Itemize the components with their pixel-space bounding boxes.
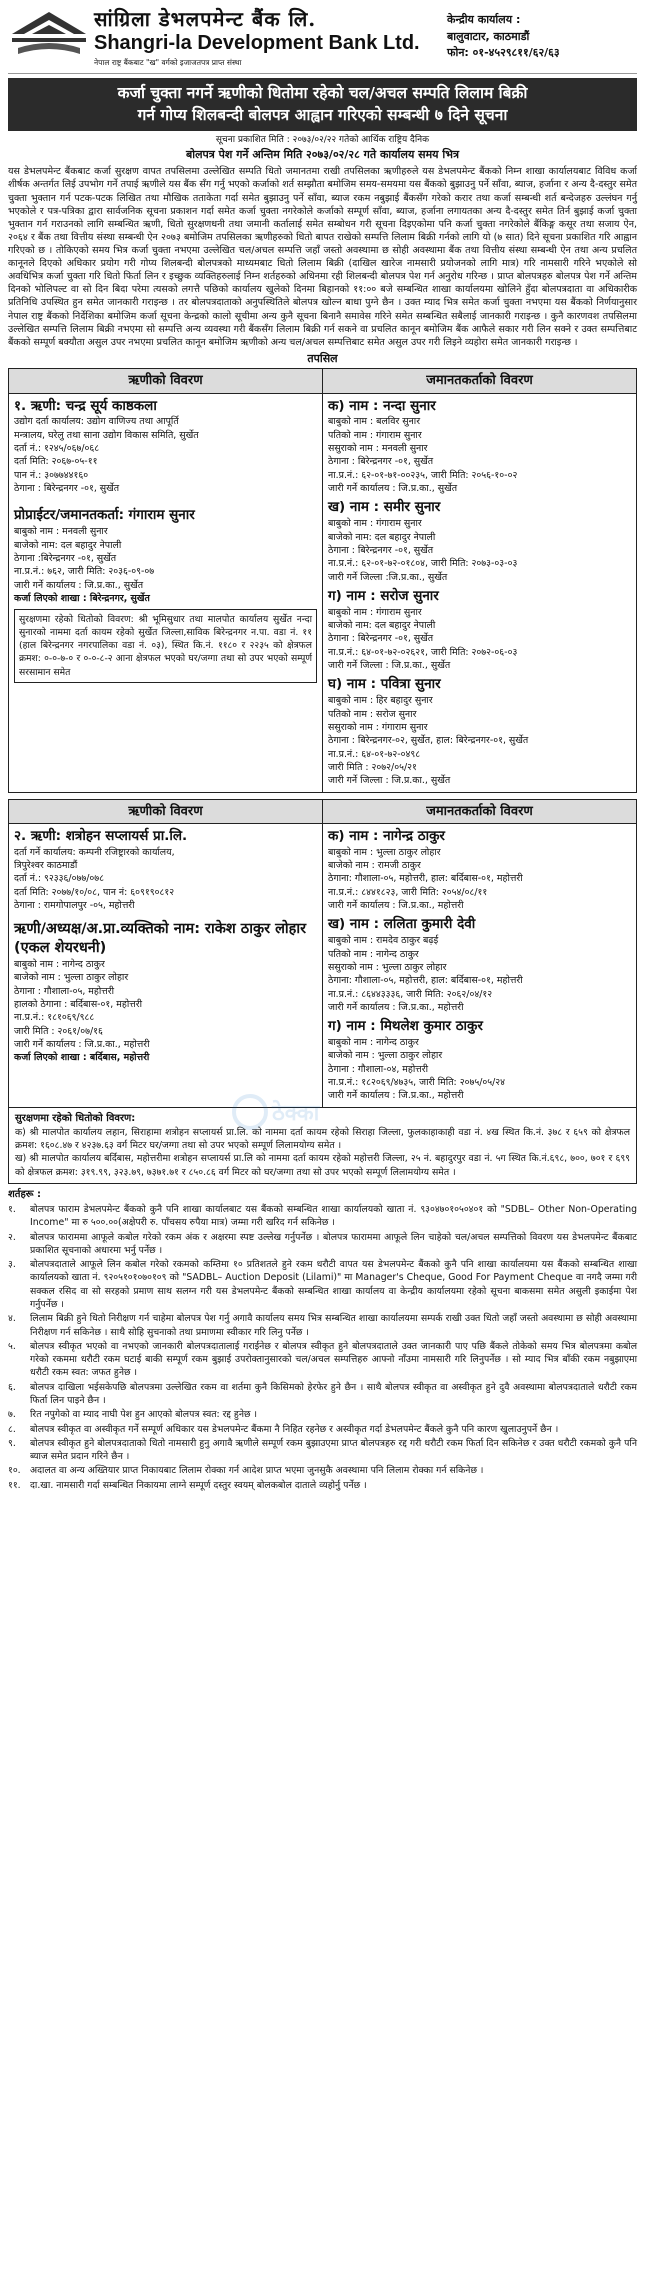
guarantor-title: क) नाम : नागेन्द्र ठाकुर [328,827,445,844]
borrower-2-line: ठेगाना : रामगोपालपुर -०५, महोत्तरी [14,900,135,912]
table-1-guarantor-header: जमानतकर्ताको विवरण [322,369,636,392]
guarantor-line: जारी गर्ने कार्यालय : जि.प्र.का., महोत्तरी [328,1001,464,1013]
term-number: ९. [8,1437,16,1449]
guarantor-line: बाबुको नाम : भुल्ला ठाकुर लोहार [328,846,441,858]
guarantor-line: ससुराको नाम : मनवली सुनार [328,443,428,455]
borrower-2-line: त्रिपुरेश्वर काठमाडौं [14,860,78,871]
guarantor-line: ना.प्र.नं.: १८२०६९/४७३५, जारी मिति: २०७५/०५/२४ [328,1077,506,1089]
term-number: ५. [8,1340,16,1352]
term-item [8,1423,637,1436]
guarantor-title: ख) नाम : समीर सुनार [328,499,441,516]
table-1-borrower-header: ऋणीको विवरण [128,373,203,389]
guarantor-line: बाजेको नाम : रामजी ठाकुर [328,860,421,871]
guarantor-line: जारी गर्ने कार्यालय : जि.प्र.का., महोत्तरी [328,900,464,912]
table-2-guarantor-header: जमानतकर्ताको विवरण [322,800,636,823]
table-2-borrower-column [9,824,322,1107]
guarantor-line: बाबुको नाम : बलविर सुनार [328,416,421,428]
bank-logo-icon [8,8,90,60]
guarantor-title: ग) नाम : मिथलेश कुमार ठाकुर [328,1018,483,1035]
term-item [8,1408,637,1421]
guarantor-line: बाबुको नाम : नागेन्द ठाकुर [328,1037,419,1049]
table-2-borrower-header: ऋणीको विवरण [128,803,203,819]
guarantor-title: क) नाम : नन्दा सुनार [328,397,436,414]
guarantor-line: जारी गर्ने कार्यालय : जि.प्र.का., महोत्तरी [328,1090,464,1102]
term-item [8,1312,637,1339]
term-item [8,1231,637,1258]
watermark-logo-icon [230,1090,370,1134]
guarantor-line: ठेगाना : बिरेन्द्रनगर -०१, सुर्खेत [328,544,434,556]
bank-header [8,6,637,74]
guarantor-line: ठेगाना: गौशाला-०५, महोत्तरी, हाल: बर्दिबास-०१, महोत्तरी [328,873,523,885]
chairperson-2-line: बाबुको नाम : नागेन्द ठाकुर [14,959,105,971]
guarantor-line: जारी मिति : २०७२/०५/२१ [328,762,417,773]
term-item [8,1381,637,1408]
guarantor-line: ठेगाना: गौशाला-०५, महोत्तरी, हाल: बर्दिबास-०१, महोत्तरी [328,975,523,987]
borrower-table-2 [8,799,637,1108]
publication-date: सूचना प्रकाशित मिति : २०७३/०२/२२ गतेको आर्थिक राष्ट्रिय दैनिक [215,134,430,145]
term-item [8,1258,637,1311]
guarantor-line: जारी गर्ने जिल्ला : जि.प्र.का., सुर्खेत [328,660,451,672]
guarantor-line: ठेगाना : बिरेन्द्रनगर-०२, सुर्खेत, हाल: बिरेन्द्रनगर-०१, सुर्खेत [328,735,529,747]
chairperson-2-line: जारी गर्ने कार्यालय : जि.प्र.का., महोत्तरी [14,1039,150,1051]
guarantor-line: पतिको नाम : सरोज सुनार [328,708,417,720]
term-text: दा.खा. नामसारी गर्दा सम्बन्धित निकायमा लाग्ने सम्पूर्ण दस्तुर स्वयम् बोलकबोल दाताले व्यहोर्नु पर्नेछ । [30,1479,367,1491]
bank-name-nepali: सांग्रिला डेभलपमेन्ट बैंक लि. [94,7,317,31]
term-text: बोलपत्र फाराममा आफूले कबोल गरेको रकम अंक र अक्षरमा स्पष्ट उल्लेख गर्नुपर्नेछ । बोलपत्र फाराममा आफूले लिन चाहेको चल/अचल सम्पत्तिको विवरण यस डेभलपमेन्ट बैंकबाट प्रकाशित सूचनाको अधारमा भर्नु पर्नेछ । [30,1231,637,1256]
guarantor-line: जारी गर्ने कार्यालय : जि.प्र.का., सुर्खेत [328,483,458,495]
term-number: ३. [8,1259,16,1271]
term-number: ६. [8,1381,16,1393]
chairperson-2-line: बाजेको नाम : भुल्ला ठाकुर लोहार [14,972,129,984]
guarantor-line: ठेगाना : बिरेन्द्रनगर -०१, सुर्खेत [328,633,434,645]
bank-tagline: नेपाल राष्ट्र बैंकबाट "ख" वर्गको इजाजतपत्र प्राप्त संस्था [94,57,242,67]
borrower-1-line: उद्योग दर्ता कार्यालय: उद्योग वाणिज्य तथा आपूर्ति [14,416,179,428]
watermark-text: ठेक्का [272,1101,320,1126]
term-text: लिलाम बिक्री हुने धितो निरीक्षण गर्न चाहेमा बोलपत्र पेश गर्नु अगावै कार्यालय समय भित्र सम्बन्धित शाखा कार्यालयमा सम्पर्क राखी उक्त धितो जहाँ जस्तो अवस्थामा छ सोही अवस्थामा निरीक्षण गर्न सकिनेछ । साथै सोहि सुचनाको तथा प्रमाणमा स्वीकार गरि लिनु पर्नेछ । [30,1313,637,1338]
notice-title-line-1: कर्जा चुक्ता नगर्ने ऋणीको धितोमा रहेको चल/अचल सम्पति लिलाम बिक्री [117,84,528,102]
proprietor-1-line: ठेगाना :बिरेन्द्रनगर -०१, सुर्खेत [14,552,117,564]
borrower-1-line: ठेगाना : बिरेन्द्रनगर -०१, सुर्खेत [14,483,120,495]
term-number: ८. [8,1423,16,1435]
borrower-1-line: दर्ता नं.: १२४५/०६७/०६८ [14,443,100,455]
borrower-2-line: दर्ता मिति: २०७७/१०/०८, पान नं: ६०९१९०८१२ [14,886,175,898]
term-text: बोलपत्र स्वीकृत भएको वा नभएको जानकारी बोलपत्रदातालाई गराईनेछ र बोलपत्र स्वीकृत हुने बोलपत्रदाताले उक्त जानकारी पाए पछि बैंकले तोकेको समय भित्र बोलपत्रमा कबोल गरेको रकममा धरौटी रकम घटाई बाकी सम्पूर्ण रकम बुझाई उपरोक्तानुसारको चल/अचल सम्पत्तिहरु आफ्नो नाँउमा नामसारी गरि लिनुपर्नेछ । सो म्याद भित्र बाँकी रकम नबुझाएमा धरौटी रकम स्वत: जफत हुनेछ । [30,1340,637,1379]
bank-name-english: Shangri-la Development Bank Ltd. [94,32,420,55]
borrower-table-1 [8,368,637,792]
guarantor-line: बाबुको नाम : गंगाराम सुनार [328,606,422,618]
collateral-2-item: ख) श्री मालपोत कार्यालय बर्दिबास, महोत्तरीमा शत्रोहन सप्लायर्स प्रा.लि को नाममा दर्ता कायम रहेको महोत्तरी जिल्ला, २५ नं. बहादुरपुर वडा नं. ५ग स्थित कि.नं.६९८, ७००, ७०१ र ६९९ को क्षेत्रफल क्रमश: ३१९.९९, ३२३.७९, ७३७१.७१ र ८५०.८६ वर्ग मिटर को घर/जग्गा तथा सो उपर भएको सम्पूर्ण लिलामयोग्य समेत । [15,1153,630,1178]
office-block [447,6,637,62]
chairperson-2-line: हालको ठेगाना : बर्दिबास-०१, महोत्तरी [14,999,142,1011]
guarantor-line: ना.प्र.नं.: ८६४४३३३६, जारी मिति: २०६२/०४/१२ [328,988,493,1000]
guarantor-line: ना.प्र.नं.: ६४-०१-७२-०२६२१, जारी मिति: २०७२-०६-०३ [328,646,518,658]
guarantor-line: बाबुको नाम : हिर बहादुर सुनार [328,695,433,707]
notice-title-line-2: गर्न गोप्य शिलबन्दी बोलपत्र आह्वान गरिएको सम्बन्धी ७ दिने सूचना [137,106,508,125]
term-number: ४. [8,1313,16,1325]
term-number: ७. [8,1409,16,1421]
term-item [8,1464,637,1477]
guarantor-line: पतिको नाम : गंगाराम सुनार [328,429,422,441]
submission-deadline: बोलपत्र पेश गर्ने अन्तिम मिति २०७३/०२/२८ गते कार्यालय समय भित्र [185,147,460,161]
proprietor-1-title: प्रोप्राईटर/जमानतकर्ता: गंगाराम सुनार [14,507,195,524]
borrower-1-line: मन्त्रालय, घरेलु तथा साना उद्योग विकास समिति, सुर्खेत [14,429,199,441]
guarantor-line: ना.प्र.नं.: ६२-०१-७१-००२३५, जारी मिति: २०५६-१०-०२ [328,469,518,481]
proprietor-1-line: जारी गर्ने कार्यालय : जि.प्र.का., सुर्खेत [14,579,144,591]
guarantor-line: ससुराको नाम : भुल्ला ठाकुर लोहार [328,961,447,973]
guarantor-line: जारी गर्ने जिल्ला :जि.प्र.का., सुर्खेत [328,571,448,583]
term-text: अदालत वा अन्य अख्तियार प्राप्त निकायबाट लिलाम रोक्का गर्न आदेश प्राप्त भएमा जुनसुकै अवस्थामा पनि लिलाम रोक्का गर्न सकिनेछ । [30,1465,484,1477]
chairperson-2-line: ना.प्र.नं.: १८१०६९/९८८ [14,1012,95,1024]
term-number: २. [8,1231,16,1243]
term-text: रित नपुगेको वा म्याद नाघी पेश हुन आएको बोलपत्र स्वत: रद्द हुनेछ । [30,1409,257,1421]
borrower-1-line: दर्ता मिति: २०६७-०५-११ [14,456,98,468]
loan-branch-1: कर्जा लिएको शाखा : बिरेन्द्रनगर, सुर्खेत [14,592,150,604]
guarantor-line: पतिको नाम : नागेन्द ठाकुर [328,948,419,960]
proprietor-1-line: ना.प्र.नं.: ७६२, जारी मिति: २०३६-०९-०७ [14,566,155,578]
terms-section [8,1188,637,1492]
table-1-guarantor-column [322,394,636,792]
borrower-2-title: २. ऋणी: शत्रोहन सप्लायर्स प्रा.लि. [14,827,188,844]
guarantor-line: ठेगाना : बिरेन्द्रनगर -०१, सुर्खेत [328,456,434,468]
term-item [8,1437,637,1464]
guarantor-line: बाजेको नाम : भुल्ला ठाकुर लोहार [328,1050,443,1062]
bank-name-block [90,6,447,68]
guarantor-line: बाजेको नाम: दल बहादुर नेपाली [328,620,436,632]
chairperson-2-title: ऋणी/अध्यक्ष/अ.प्रा.व्यक्तिको नाम: राकेश ठाकुर लोहार (एकल शेयरधनी) [14,921,307,957]
guarantor-line: ना.प्र.नं.: ६४-०१-७२-०४९८ [328,748,421,760]
guarantor-title: घ) नाम : पवित्रा सुनार [328,676,441,693]
term-item [8,1340,637,1380]
table-1-header [9,369,636,393]
chairperson-2-line: जारी मिति : २०६१/०७/१६ [14,1025,103,1037]
schedule-heading: तपसिल [307,351,338,365]
term-text: बोलपत्र स्वीकृत हुने बोलपत्रदाताको धितो नामसारी हुनु अगावै ऋणीले सम्पूर्ण रकम बुझाउएमा प्राप्त बोलपत्रहरु रद्द गरी धरौटी रकम फिर्ता दिन सकिनेछ र उक्त धरौटी रकमको कुनै पनि ब्याज समेत प्रदान गरिने छैन । [30,1437,637,1463]
guarantor-line: ना.प्र.नं.: ८४४१८२३, जारी मिति: २०५४/०८/११ [328,886,488,898]
table-2-guarantor-column [322,824,636,1107]
office-label: केन्द्रीय कार्यालय : [447,13,521,26]
notice-title-banner [8,78,637,131]
table-2-header [9,800,636,824]
table-1-borrower-column [9,394,322,792]
borrower-1-line: पान नं.: ३०७७४४१६० [14,469,89,481]
term-item [8,1479,637,1492]
collateral-1-box: सुरक्षणमा रहेको धितोको विवरण: श्री भूमिसुधार तथा मालपोत कार्यालय सुर्खेत नन्दा सुनारको नाममा दर्ता कायम रहेको सुर्खेत जिल्ला,साविक बिरेन्द्रनगर न.पा. वडा नं. ११ (हाल बिरेन्द्रनगर नगरपालिका वडा नं. ०३), स्थित कि.नं. ११८० र २२३५ को क्षेत्रफल क्रमश: ०-०-७-० र ०-०-८-२ आना क्षेत्रफल भएको घर/जग्गा तथा सो उपर भएको सम्पूर्ण सरसामान समेत [14,609,317,682]
guarantor-line: बाबुको नाम : गंगाराम सुनार [328,518,422,530]
term-text: बोलपत्रदाताले आफूले लिन कबोल गरेको रकमको कम्तिमा १० प्रतिशतले हुने रकम धरौटी वापत यस डेभलपमेन्ट बैंकको कुनै पनि शाखा कार्यालयमा यस बैंकको सम्बन्धित शाखा कार्यालयको खाता नं. ९२०५१०१०७०१०९ को "SADBL– Auction Deposit (Lilami)" मा Manager's Cheque, Good For Payment Cheque वा नगदै जम्मा गरी सक्कल रसिद वा सो सरहको प्रमाण साथ सलग्न गरी यस डेभलपमेन्ट बैंकको सम्बन्धित शाखा कार्यालय वा केन्द्रीय कार्यालयमा रहेको सूचना बाकसमा समेत असुली इकाईमा पेश गर्नुपर्नेछ । [30,1259,637,1310]
guarantor-title: ग) नाम : सरोज सुनार [328,587,439,604]
term-text: बोलपत्र दाखिला भईसकेपछि बोलपत्रमा उल्लेखित रकम वा शर्तमा कुनै किसिमको हेरफेर हुने छैन । साथै बोलपत्र स्वीकृत वा अस्वीकृत हुने दुवै अवस्थामा बोलपत्रदाताले धरौटी रकम फिर्ता लिन पाइने छैन । [30,1381,637,1406]
collateral-2-title: सुरक्षणमा रहेको धितोको विवरण: [15,1112,136,1124]
guarantor-line: बाबुको नाम : रामदेव ठाकुर बढ़ई [328,935,439,947]
borrower-2-line: दर्ता नं.: ९२३३६/०७७/०७८ [14,873,104,885]
term-item [8,1203,637,1230]
proprietor-1-line: बाबुको नाम : मनवली सुनार [14,526,108,538]
collateral-2-item: क) श्री मालपोत कार्यालय लहान, सिराहामा शत्रोहन सप्लायर्स प्रा.लि. को नाममा दर्ता कायम रहेको सिराहा जिल्ला, फुलकाहाकाही वडा नं. ४ख स्थित कि.नं. ३७८ र ६५९ को क्षेत्रफल क्रमश: १६०८.४७ र ४२३७.६३ वर्ग मिटर घर/जग्गा तथा सो उपर भएको सम्पूर्ण लिलामयोग्य समेत । [15,1126,630,1152]
term-text: बोलपत्र स्वीकृत वा अस्वीकृत गर्ने सम्पूर्ण अधिकार यस डेभलपमेन्ट बैंकमा नै निहित रहनेछ र अस्वीकृत गर्दा डेभलपमेन्ट बैंकले कुनै पनि कारण खुलाउनुपर्ने छैन । [30,1423,559,1435]
proprietor-1-line: बाजेको नाम: दल बहादुर नेपाली [14,539,122,551]
guarantor-title: ख) नाम : ललिता कुमारी देवी [328,916,476,933]
guarantor-line: बाजेको नाम: दल बहादुर नेपाली [328,531,436,543]
office-address: बालुवाटार, काठमाडौं [447,29,530,43]
term-text: बोलपत्र फाराम डेभलपमेन्ट बैंकको कुनै पनि शाखा कार्यालबाट यस बैंकको सम्बन्धित शाखा कार्यालयको खाता नं. ९३०४७०१०५०४०१ को "SDBL– Other Non-Operating Income" मा रु ५००.००(अक्षेपरी रु. पाँचसय रुपैया मात्र) जम्मा गरी खरिद गर्न सकिनेछ । [30,1204,637,1229]
borrower-1-title: १. ऋणी: चन्द्र सूर्य काष्ठकला [14,397,157,414]
intro-paragraph: यस डेभलपमेन्ट बैंकबाट कर्जा सुरक्षण वापत तपसिलमा उल्लेखित सम्पति धितो जमानतमा राखी तपसिलका ऋणीहरुले यस डेभलपमेन्ट बैंकको निम्न शाखा कार्यालयबाट विविध कर्जा शीर्षक अन्तर्गत लिई उपभोग गर्ने तपाई ऋणीले यस बैंक सँग गर्नु भएको कर्जाको शर्त सम्झौता बमोजिम समय-समयमा यस बैंकको बुझाउनु पर्ने साँवा, ब्याज, हर्जाना र अन्य दै-दस्तुर समेत चुक्ता भुक्तान गर्न पटक-पटक लिखित तथा मौखिक तताकेता गर्दा समेत बुझाउनु पर्ने साँवा, ब्याज रकम नबुझाई बैंकसँग गरेको करार तथा कर्जा सम्बन्धी शर्त बन्देजहरु उल्लंघन गर्नु भएकोले र पत्र-पत्रिका द्वारा सार्वजनिक सूचना प्रकाशन गर्दा समेत कर्जा चुक्ता नगरेकोले कर्जाको सम्पूर्ण साँवा, ब्याज, हर्जाना लगायतका अन्य दै-दस्तुर समेत तिर्न बुझाई कर्जा चुक्ता भुक्तान गर्न गराउनको लागि सम्बन्धित ऋणी, धितो सुरक्षणधनी तथा जमानी कर्तालाई समेत सम्बोधन गरी सूचना दिइएकोमा पनि कर्जा चुक्ता नगरेकोले बैंकिङ्ग कसूर तथा सजाय ऐन, २०६४ र बैंक तथा वित्तीय संस्था सम्बन्धी ऐन २०७३ बमोजिम तपसिलका ऋणीहरुको धितो बापत राखेको सम्पत्ति लिलाम बिक्री गर्नको लागि यो (७ सात) दिने सूचना प्रकाशित गरि आह्वान गरिएको छ । तोकिएको समय भित्र कर्जा चुक्ता नभएमा उल्लेखित चल/अचल सम्पत्ति जहाँ जस्तो अवस्थामा छ सोही अवस्थामा बैंक तथा वित्तीय संस्था सम्बन्धी ऐन तथा अन्य प्रचलित कानूनले दिएको अधिकार प्रयोग गरी गोप्य शिलबन्दी बोलपत्रको माध्यमबाट धितो लिलाम बिक्री (दाखिल खारेज नामसारी प्रयोजनको लागि मात्र) गरि नामसारी गरिने भएकोले सो अवधिभित्र कर्जा चुक्ता गरि धितो फिर्ता लिन र इच्छुक व्यक्तिहरुलाई निम्न शर्तहरुको अधिनमा रही शिलबन्दी बोलपत्र पेश गर्न अनुरोध गरिन्छ । प्राप्त बोलपत्रहरु बोलपत्र पेश गर्ने अन्तिम दिनको भोलिपल्ट वा सो दिन बिदा परेमा त्यसको लगत्तै पछिको कार्यालय खुलेको दिनमा बिहानको ११:०० बजे सम्बन्धित शाखा कार्यालयमा खोलिने हुँदा बोलपत्रदाता वा अधिकारीक प्रतिनिधि उपस्थित हुन समेत जानकारी गराइन्छ । तर बोलपत्रदाताको अनुपस्थितिले बोलपत्र खोल्न बाधा पुग्ने छैन । उक्त म्याद भित्र समेत कर्जा चुक्ता नभएमा यस बैंकको निर्णयानुसार नेपाल राष्ट्र बैंकको निर्देशिका बमोजिम कर्जा सूचना केन्द्रको कालो सूचीमा अन्य कुनै सूचना बिनानै समावेस गरिने समेत सम्बन्धित सबैलाई जानकारी गराइन्छ । कुनै कारणवश तपसिलमा उल्लेखित सम्पत्ति लिलाम बिक्री नभएमा सो सम्पत्ति अन्य व्यवस्था गरी बैंकसँग लिलाम बिक्री गर्न सकने वा प्रचलित कानून बमोजिम बैंक आफैले सकार गरी लिन सक्ने र उक्त सम्पत्तिबाट बैंकको सम्पूर्ण बक्यौता असुल उपर नभएमा प्रचलित कानून बमोजिम ऋणीको अन्य चल/अचल सम्पत्तिबाट समेत असुल उपर गरी लिइने व्यहोरा समेत जानकारी गराइन्छ । [8,166,637,348]
loan-branch-2: कर्जा लिएको शाखा : बर्दिबास, महोत्तरी [14,1052,150,1064]
chairperson-2-line: ठेगाना : गौशाला-०५, महोत्तरी [14,985,115,997]
guarantor-line: ठेगाना : गौशाला-०४, महोत्तरी [328,1063,429,1075]
term-number: १०. [8,1465,21,1477]
term-number: १. [8,1204,16,1216]
terms-title: शर्तहरू : [8,1188,42,1200]
office-phone: फोन: ०१-४५२९८११/६२/६३ [447,46,560,59]
guarantor-line: जारी गर्ने जिल्ला : जि.प्र.का., सुर्खेत [328,775,451,787]
term-number: ११. [8,1479,21,1491]
borrower-2-line: दर्ता गर्ने कार्यालय: कम्पनी रजिष्ट्रारको कार्यालय, [14,846,175,858]
guarantor-line: ना.प्र.नं.: ६२-०१-७२-०१८०४, जारी मिति: २०७३-०३-०३ [328,558,518,570]
guarantor-line: ससुराको नाम : गंगाराम सुनार [328,721,428,733]
